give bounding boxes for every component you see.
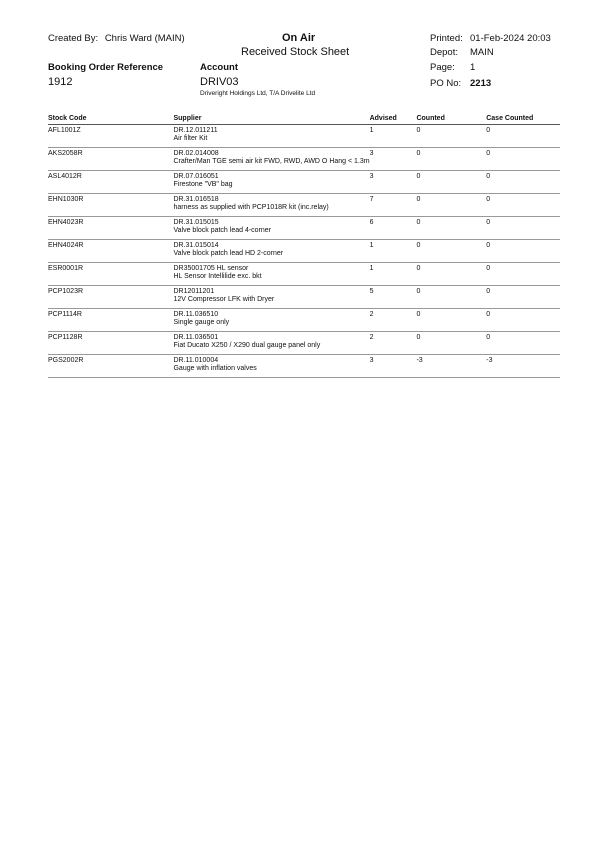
case-counted-qty: 0 — [486, 309, 560, 332]
advised-qty: 1 — [370, 240, 417, 263]
po-number: 2213 — [470, 78, 492, 89]
case-counted-qty: 0 — [486, 148, 560, 171]
table-row — [48, 217, 560, 240]
company-name: On Air — [282, 32, 316, 44]
stock-code: EHN1030R — [48, 194, 173, 217]
item-description: Crafter/Man TGE semi air kit FWD, RWD, AWD O Hang < 1.3m — [173, 158, 370, 165]
case-counted-qty: 0 — [486, 286, 560, 309]
item-description: Gauge with inflation valves — [173, 365, 257, 372]
supplier-cell — [173, 240, 369, 263]
table-header-row — [48, 114, 560, 125]
supplier-ref: DR.31.015014 — [173, 242, 219, 249]
table-row — [48, 148, 560, 171]
counted-qty: 0 — [416, 240, 486, 263]
supplier-ref: DR.31.015015 — [173, 219, 219, 226]
supplier-cell — [173, 194, 369, 217]
supplier-cell — [173, 125, 369, 148]
table-row — [48, 355, 560, 378]
created-by-value: Chris Ward (MAIN) — [104, 33, 185, 44]
advised-qty: 3 — [370, 148, 417, 171]
table-row — [48, 171, 560, 194]
depot-value: MAIN — [470, 47, 494, 58]
supplier-ref: DR.07.016051 — [173, 173, 219, 180]
case-counted-qty: 0 — [486, 240, 560, 263]
item-description: Single gauge only — [173, 319, 230, 326]
stock-code: ESR0001R — [48, 263, 173, 286]
item-description: Valve block patch lead 4-corner — [173, 227, 272, 234]
supplier-cell — [173, 171, 369, 194]
supplier-cell — [173, 309, 369, 332]
advised-qty: 3 — [370, 355, 417, 378]
stock-code: AKS2058R — [48, 148, 173, 171]
po-label: PO No: — [430, 78, 462, 89]
stock-code: EHN4023R — [48, 217, 173, 240]
advised-qty: 3 — [370, 171, 417, 194]
account-name: Driveright Holdings Ltd, T/A Drivelite Ltd — [200, 90, 316, 97]
counted-qty: 0 — [416, 332, 486, 355]
advised-qty: 6 — [370, 217, 417, 240]
item-description: Air filter Kit — [173, 135, 208, 142]
printed-label: Printed: — [430, 33, 463, 44]
counted-qty: 0 — [416, 309, 486, 332]
supplier-ref: DR35001705 HL sensor — [173, 265, 249, 272]
stock-code: PCP1023R — [48, 286, 173, 309]
page-number: 1 — [470, 62, 476, 73]
column-header-supplier: Supplier — [173, 114, 369, 125]
column-header-stock-code: Stock Code — [48, 114, 173, 125]
case-counted-qty: 0 — [486, 332, 560, 355]
case-counted-qty: 0 — [486, 217, 560, 240]
supplier-cell — [173, 332, 369, 355]
column-header-counted: Counted — [416, 114, 486, 125]
stock-code: PCP1114R — [48, 309, 173, 332]
case-counted-qty: 0 — [486, 171, 560, 194]
supplier-cell — [173, 148, 369, 171]
created-by — [48, 33, 185, 44]
supplier-ref: DR12011201 — [173, 288, 215, 295]
table-row — [48, 332, 560, 355]
table-row — [48, 125, 560, 148]
supplier-ref: DR.31.016518 — [173, 196, 219, 203]
advised-qty: 7 — [370, 194, 417, 217]
counted-qty: 0 — [416, 194, 486, 217]
advised-qty: 5 — [370, 286, 417, 309]
table-row — [48, 309, 560, 332]
advised-qty: 1 — [370, 125, 417, 148]
page-label: Page: — [430, 62, 455, 73]
account-label: Account — [200, 62, 238, 73]
supplier-ref: DR.02.014008 — [173, 150, 219, 157]
stock-code: PGS2002R — [48, 355, 173, 378]
supplier-ref: DR.11.010004 — [173, 357, 219, 364]
supplier-cell — [173, 286, 369, 309]
counted-qty: 0 — [416, 263, 486, 286]
table-row — [48, 263, 560, 286]
item-description: harness as supplied with PCP1018R kit (inc.relay) — [173, 204, 329, 211]
account-code: DRIV03 — [200, 76, 239, 88]
stock-code: EHN4024R — [48, 240, 173, 263]
counted-qty: 0 — [416, 171, 486, 194]
stock-code: PCP1128R — [48, 332, 173, 355]
table-row — [48, 194, 560, 217]
counted-qty: 0 — [416, 286, 486, 309]
booking-value: 1912 — [48, 76, 73, 88]
counted-qty: 0 — [416, 148, 486, 171]
page-title: Received Stock Sheet — [241, 46, 350, 58]
stock-code: AFL1001Z — [48, 125, 173, 148]
item-description: 12V Compressor LFK with Dryer — [173, 296, 275, 303]
table-row — [48, 286, 560, 309]
stock-table — [48, 114, 560, 378]
supplier-ref: DR.12.011211 — [173, 127, 218, 134]
item-description: Fiat Ducato X250 / X290 dual gauge panel only — [173, 342, 321, 349]
counted-qty: -3 — [416, 355, 486, 378]
advised-qty: 2 — [370, 332, 417, 355]
supplier-ref: DR.11.036501 — [173, 334, 219, 341]
printed-value: 01-Feb-2024 20:03 — [470, 33, 551, 44]
case-counted-qty: 0 — [486, 263, 560, 286]
created-by-label: Created By: — [48, 33, 99, 44]
supplier-cell — [173, 217, 369, 240]
case-counted-qty: 0 — [486, 125, 560, 148]
case-counted-qty: -3 — [486, 355, 560, 378]
counted-qty: 0 — [416, 217, 486, 240]
item-description: Valve block patch lead HD 2-corner — [173, 250, 284, 257]
depot-label: Depot: — [430, 47, 458, 58]
column-header-case-counted: Case Counted — [486, 114, 560, 125]
counted-qty: 0 — [416, 125, 486, 148]
booking-label: Booking Order Reference — [48, 62, 164, 73]
advised-qty: 2 — [370, 309, 417, 332]
column-header-advised: Advised — [370, 114, 417, 125]
item-description: HL Sensor Intellilide exc. bkt — [173, 273, 262, 280]
stock-code: ASL4012R — [48, 171, 173, 194]
case-counted-qty: 0 — [486, 194, 560, 217]
table-row — [48, 240, 560, 263]
advised-qty: 1 — [370, 263, 417, 286]
supplier-cell — [173, 263, 369, 286]
item-description: Firestone "VB" bag — [173, 181, 233, 188]
supplier-ref: DR.11.036510 — [173, 311, 219, 318]
supplier-cell — [173, 355, 369, 378]
